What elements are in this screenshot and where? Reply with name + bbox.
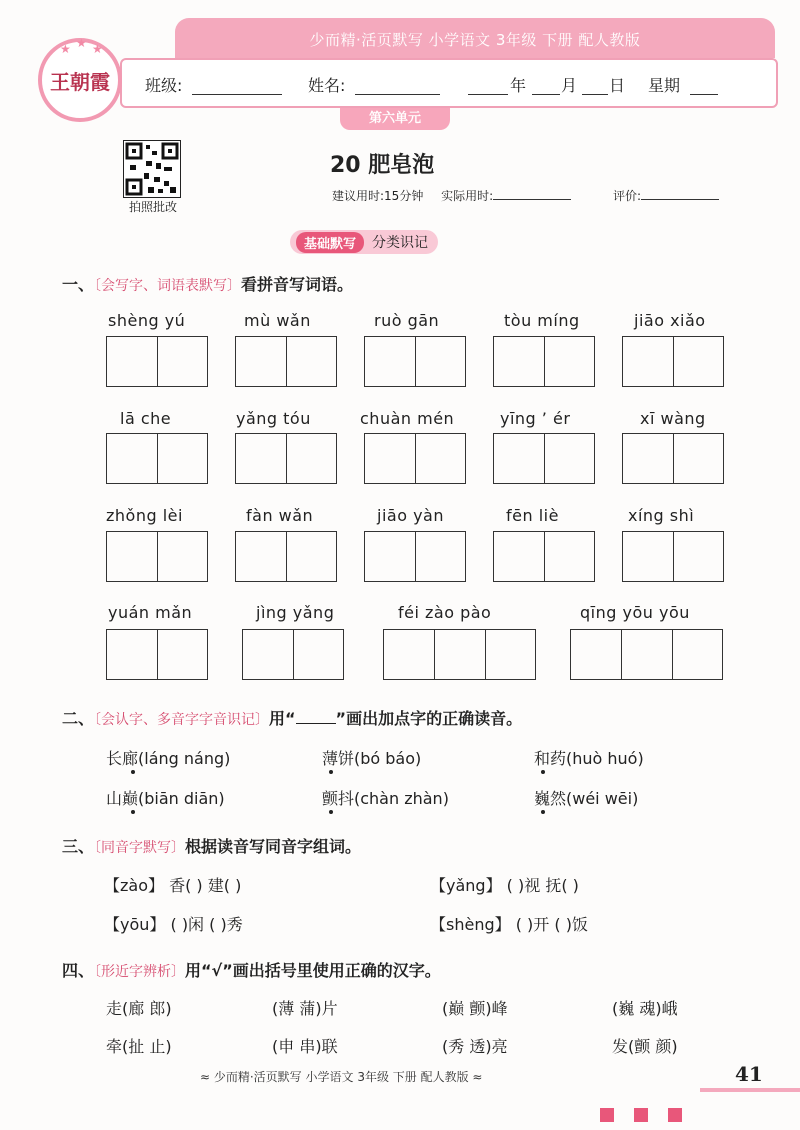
- writing-grid[interactable]: [364, 433, 466, 484]
- emphasis-dot: [131, 770, 135, 774]
- choice-item[interactable]: (薄 蒲)片: [272, 999, 338, 1018]
- choice-item[interactable]: (申 串)联: [272, 1037, 338, 1056]
- unit-tab: 第六单元: [340, 108, 450, 130]
- reading-item: 巍然(wéi wēi): [534, 789, 639, 808]
- choice-item[interactable]: 走(廊 郎): [106, 999, 172, 1018]
- pinyin-label: yuán mǎn: [108, 603, 193, 622]
- year-label: 年: [510, 76, 527, 95]
- footer-text: ≈ 少而精·活页默写 小学语文 3年级 下册 配人教版 ≈: [200, 1070, 483, 1084]
- actual-time-field[interactable]: [493, 199, 571, 200]
- writing-grid[interactable]: [570, 629, 723, 680]
- weekday-label: 星期: [648, 76, 681, 95]
- q1-instruction: 看拼音写词语。: [241, 275, 354, 294]
- q2-tag: 〔会认字、多音字字音识记〕: [94, 712, 270, 728]
- pinyin-label: yǎng tóu: [236, 409, 311, 428]
- month-label: 月: [561, 76, 578, 95]
- name-label: 姓名:: [308, 76, 346, 95]
- choice-item[interactable]: (巅 颤)峰: [442, 999, 508, 1018]
- section-tag-sub: 分类识记: [372, 235, 429, 251]
- writing-grid[interactable]: [235, 336, 337, 387]
- decor-stripe: [700, 1088, 800, 1092]
- reading-item: 长廊(láng náng): [106, 749, 231, 768]
- header-title: 少而精·活页默写 小学语文 3年级 下册 配人教版: [309, 31, 641, 49]
- pinyin-label: ruò gān: [374, 311, 440, 330]
- q3-number: 三、: [62, 837, 95, 856]
- time-line: [332, 187, 719, 204]
- writing-grid[interactable]: [622, 531, 724, 582]
- emphasis-dot: [541, 810, 545, 814]
- q4-number: 四、: [62, 961, 95, 980]
- evaluation-field[interactable]: [641, 199, 719, 200]
- writing-grid[interactable]: [235, 531, 337, 582]
- pinyin-label: yīng ’ ér: [500, 409, 571, 428]
- pinyin-label: féi zào pào: [398, 603, 492, 622]
- question-4-heading: [62, 958, 441, 981]
- pinyin-label: zhǒng lèi: [106, 506, 183, 525]
- q1-tag: 〔会写字、词语表默写〕: [94, 278, 242, 294]
- class-label: 班级:: [145, 76, 183, 95]
- writing-grid[interactable]: [493, 531, 595, 582]
- reading-item: 山巅(biān diān): [106, 789, 225, 808]
- pinyin-label: mù wǎn: [244, 311, 311, 330]
- q3-tag: 〔同音字默写〕: [94, 840, 186, 856]
- star-icon: ★: [60, 42, 71, 56]
- weekday-field[interactable]: [690, 76, 718, 95]
- lesson-title: 20 肥皂泡: [330, 153, 435, 178]
- writing-grid[interactable]: [493, 433, 595, 484]
- homophone-row: 【yōu】 ( )闲 ( )秀: [104, 915, 243, 934]
- pinyin-label: chuàn mén: [360, 409, 455, 428]
- year-field[interactable]: [468, 76, 508, 95]
- q2-instruction-b: ”画出加点字的正确读音。: [335, 709, 523, 728]
- writing-grid[interactable]: [364, 531, 466, 582]
- writing-grid[interactable]: [106, 629, 208, 680]
- pinyin-label: xíng shì: [628, 506, 695, 525]
- writing-grid[interactable]: [242, 629, 344, 680]
- homophone-row: 【zào】 香( ) 建( ): [104, 876, 242, 895]
- day-field[interactable]: [582, 76, 608, 95]
- reading-item: 颤抖(chàn zhàn): [322, 789, 449, 808]
- reading-item: 和药(huò huó): [534, 749, 644, 768]
- pinyin-label: fàn wǎn: [246, 506, 314, 525]
- decor-block: [668, 1108, 682, 1122]
- suggest-time: 建议用时:15分钟: [332, 189, 424, 203]
- star-icon: ★: [92, 42, 103, 56]
- choice-item[interactable]: (巍 魂)峨: [612, 999, 678, 1018]
- q4-instruction: 用“√”画出括号里使用正确的汉字。: [185, 961, 441, 980]
- question-1-heading: [62, 272, 353, 295]
- question-2-heading: [62, 706, 522, 729]
- brand-logo: 王朝霞: [38, 38, 122, 122]
- qr-label: 拍照批改: [128, 200, 177, 214]
- emphasis-dot: [131, 810, 135, 814]
- pinyin-label: jiāo xiǎo: [634, 311, 706, 330]
- pinyin-label: jìng yǎng: [256, 603, 335, 622]
- page-number: 41: [735, 1062, 763, 1086]
- choice-item[interactable]: 牵(扯 止): [106, 1037, 172, 1056]
- day-label: 日: [609, 76, 626, 95]
- month-field[interactable]: [532, 76, 560, 95]
- reading-item: 薄饼(bó báo): [322, 749, 422, 768]
- emphasis-dot: [541, 770, 545, 774]
- section-tag: [290, 230, 438, 254]
- question-3-heading: [62, 834, 361, 857]
- pinyin-label: jiāo yàn: [377, 506, 444, 525]
- pinyin-label: xī wàng: [640, 409, 706, 428]
- writing-grid[interactable]: [235, 433, 337, 484]
- writing-grid[interactable]: [622, 433, 724, 484]
- actual-time-label: 实际用时:: [441, 189, 494, 203]
- q4-tag: 〔形近字辨析〕: [94, 964, 186, 980]
- writing-grid[interactable]: [383, 629, 536, 680]
- name-field[interactable]: [355, 76, 440, 95]
- homophone-row: 【shèng】 ( )开 ( )饭: [430, 915, 588, 934]
- writing-grid[interactable]: [106, 336, 208, 387]
- decor-block: [600, 1108, 614, 1122]
- pinyin-label: tòu míng: [504, 311, 580, 330]
- writing-grid[interactable]: [106, 531, 208, 582]
- pinyin-label: shèng yú: [108, 311, 186, 330]
- homophone-row: 【yǎng】 ( )视 抚( ): [430, 876, 579, 895]
- q3-instruction: 根据读音写同音字组词。: [185, 837, 362, 856]
- writing-grid[interactable]: [622, 336, 724, 387]
- emphasis-dot: [329, 810, 333, 814]
- decor-block: [634, 1108, 648, 1122]
- evaluation-label: 评价:: [613, 189, 642, 203]
- pinyin-label: qīng yōu yōu: [580, 603, 690, 622]
- writing-grid[interactable]: [106, 433, 208, 484]
- underline-sample: [296, 709, 336, 724]
- class-field[interactable]: [192, 76, 282, 95]
- pinyin-label: fēn liè: [506, 506, 559, 525]
- qr-code-icon[interactable]: [123, 140, 181, 198]
- q1-number: 一、: [62, 275, 95, 294]
- q2-number: 二、: [62, 709, 95, 728]
- star-icon: ★: [76, 36, 87, 50]
- choice-item[interactable]: (秀 透)亮: [442, 1037, 508, 1056]
- emphasis-dot: [329, 770, 333, 774]
- section-tag-main: 基础默写: [296, 232, 364, 253]
- choice-item[interactable]: 发(颤 颜): [612, 1037, 678, 1056]
- writing-grid[interactable]: [364, 336, 466, 387]
- q2-instruction-a: 用“: [269, 709, 296, 728]
- writing-grid[interactable]: [493, 336, 595, 387]
- pinyin-label: lā che: [120, 409, 172, 428]
